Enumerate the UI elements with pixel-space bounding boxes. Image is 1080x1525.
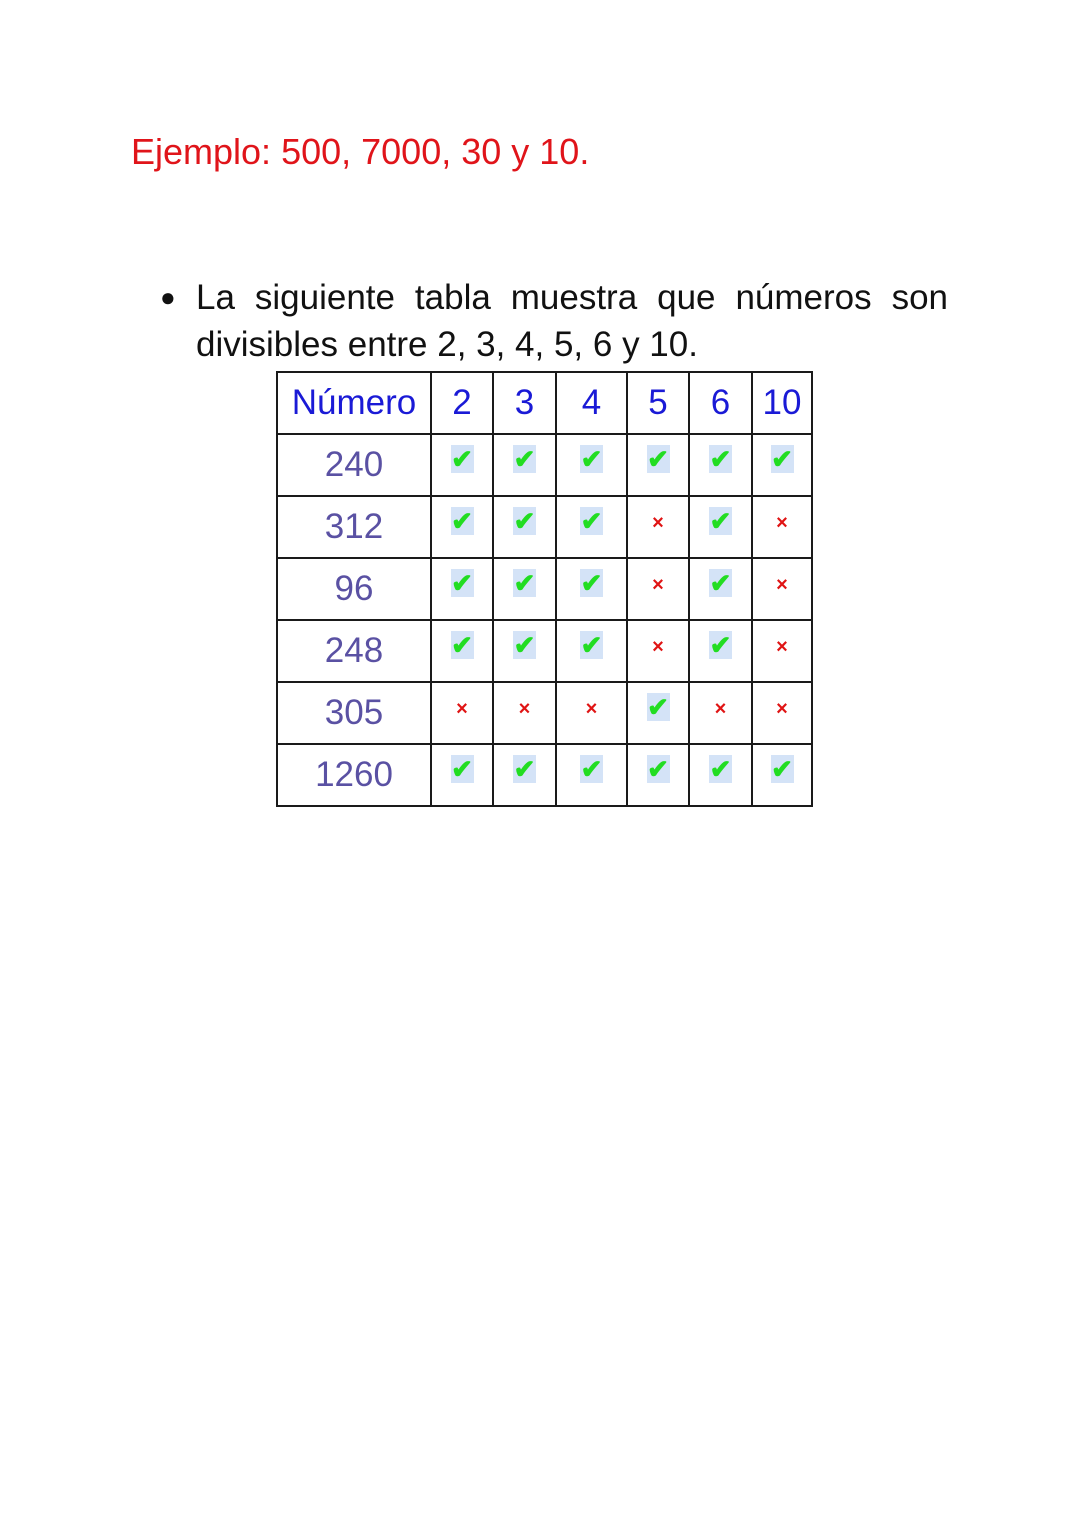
bullet-line-2: divisibles entre 2, 3, 4, 5, 6 y 10. — [196, 325, 698, 364]
row-number: 96 — [277, 558, 431, 620]
cross-icon: × — [652, 573, 664, 596]
table-row — [277, 496, 812, 558]
check-icon: ✔ — [580, 506, 603, 536]
row-number: 305 — [277, 682, 431, 744]
row-number: 312 — [277, 496, 431, 558]
cross-icon: × — [776, 635, 788, 658]
divisibility-cell — [556, 558, 627, 620]
check-icon: ✔ — [513, 568, 536, 598]
divisibility-cell — [493, 496, 556, 558]
divisibility-table — [276, 371, 813, 807]
divisibility-cell — [493, 558, 556, 620]
check-icon: ✔ — [647, 692, 669, 722]
divisibility-cell — [627, 682, 689, 744]
check-icon: ✔ — [709, 444, 732, 474]
bullet-text — [196, 274, 948, 368]
divisibility-cell — [493, 620, 556, 682]
check-icon: ✔ — [451, 754, 473, 784]
divisibility-cell — [431, 620, 493, 682]
header-5: 5 — [627, 372, 689, 434]
cross-icon: × — [714, 697, 727, 720]
cross-icon: × — [585, 697, 598, 720]
divisibility-cell — [752, 496, 812, 558]
check-icon: ✔ — [451, 506, 473, 536]
divisibility-cell — [627, 744, 689, 806]
divisibility-cell — [431, 744, 493, 806]
table-row — [277, 682, 812, 744]
cross-icon: × — [776, 573, 788, 596]
table-row — [277, 620, 812, 682]
header-6: 6 — [689, 372, 752, 434]
divisibility-cell — [493, 682, 556, 744]
table-row — [277, 744, 812, 806]
check-icon: ✔ — [451, 444, 473, 474]
divisibility-cell — [689, 496, 752, 558]
header-numero: Número — [277, 372, 431, 434]
divisibility-cell — [627, 434, 689, 496]
check-icon: ✔ — [709, 568, 732, 598]
divisibility-cell — [627, 620, 689, 682]
divisibility-cell — [689, 558, 752, 620]
header-10: 10 — [752, 372, 812, 434]
cross-icon: × — [776, 697, 788, 720]
divisibility-cell — [627, 496, 689, 558]
divisibility-cell — [752, 620, 812, 682]
divisibility-cell — [556, 744, 627, 806]
bullet-icon: ● — [160, 282, 176, 312]
check-icon: ✔ — [580, 444, 603, 474]
header-3: 3 — [493, 372, 556, 434]
divisibility-cell — [431, 434, 493, 496]
divisibility-cell — [431, 558, 493, 620]
divisibility-cell — [689, 682, 752, 744]
check-icon: ✔ — [647, 444, 669, 474]
header-4: 4 — [556, 372, 627, 434]
divisibility-cell — [556, 496, 627, 558]
header-2: 2 — [431, 372, 493, 434]
divisibility-cell — [689, 434, 752, 496]
check-icon: ✔ — [513, 754, 536, 784]
check-icon: ✔ — [580, 754, 603, 784]
table-row — [277, 434, 812, 496]
cross-icon: × — [652, 511, 664, 534]
divisibility-cell — [431, 496, 493, 558]
bullet-paragraph — [160, 274, 948, 368]
example-heading: Ejemplo: 500, 7000, 30 y 10. — [131, 131, 590, 172]
row-number: 240 — [277, 434, 431, 496]
check-icon: ✔ — [709, 506, 732, 536]
divisibility-cell — [556, 434, 627, 496]
divisibility-cell — [689, 620, 752, 682]
cross-icon: × — [518, 697, 531, 720]
divisibility-cell — [431, 682, 493, 744]
check-icon: ✔ — [451, 568, 473, 598]
table-header-row — [277, 372, 812, 434]
divisibility-cell — [627, 558, 689, 620]
divisibility-cell — [556, 682, 627, 744]
divisibility-cell — [752, 682, 812, 744]
check-icon: ✔ — [513, 506, 536, 536]
table-body — [277, 434, 812, 806]
check-icon: ✔ — [513, 444, 536, 474]
divisibility-cell — [752, 434, 812, 496]
check-icon: ✔ — [771, 754, 793, 784]
check-icon: ✔ — [709, 630, 732, 660]
divisibility-cell — [556, 620, 627, 682]
bullet-line-1: La siguiente tabla muestra que números son — [196, 278, 948, 317]
cross-icon: × — [652, 635, 664, 658]
divisibility-cell — [689, 744, 752, 806]
divisibility-cell — [493, 434, 556, 496]
check-icon: ✔ — [580, 568, 603, 598]
check-icon: ✔ — [771, 444, 793, 474]
check-icon: ✔ — [451, 630, 473, 660]
row-number: 248 — [277, 620, 431, 682]
divisibility-cell — [752, 558, 812, 620]
check-icon: ✔ — [647, 754, 669, 784]
check-icon: ✔ — [513, 630, 536, 660]
table-row — [277, 558, 812, 620]
check-icon: ✔ — [709, 754, 732, 784]
divisibility-cell — [752, 744, 812, 806]
row-number: 1260 — [277, 744, 431, 806]
cross-icon: × — [776, 511, 788, 534]
divisibility-cell — [493, 744, 556, 806]
cross-icon: × — [456, 697, 468, 720]
check-icon: ✔ — [580, 630, 603, 660]
